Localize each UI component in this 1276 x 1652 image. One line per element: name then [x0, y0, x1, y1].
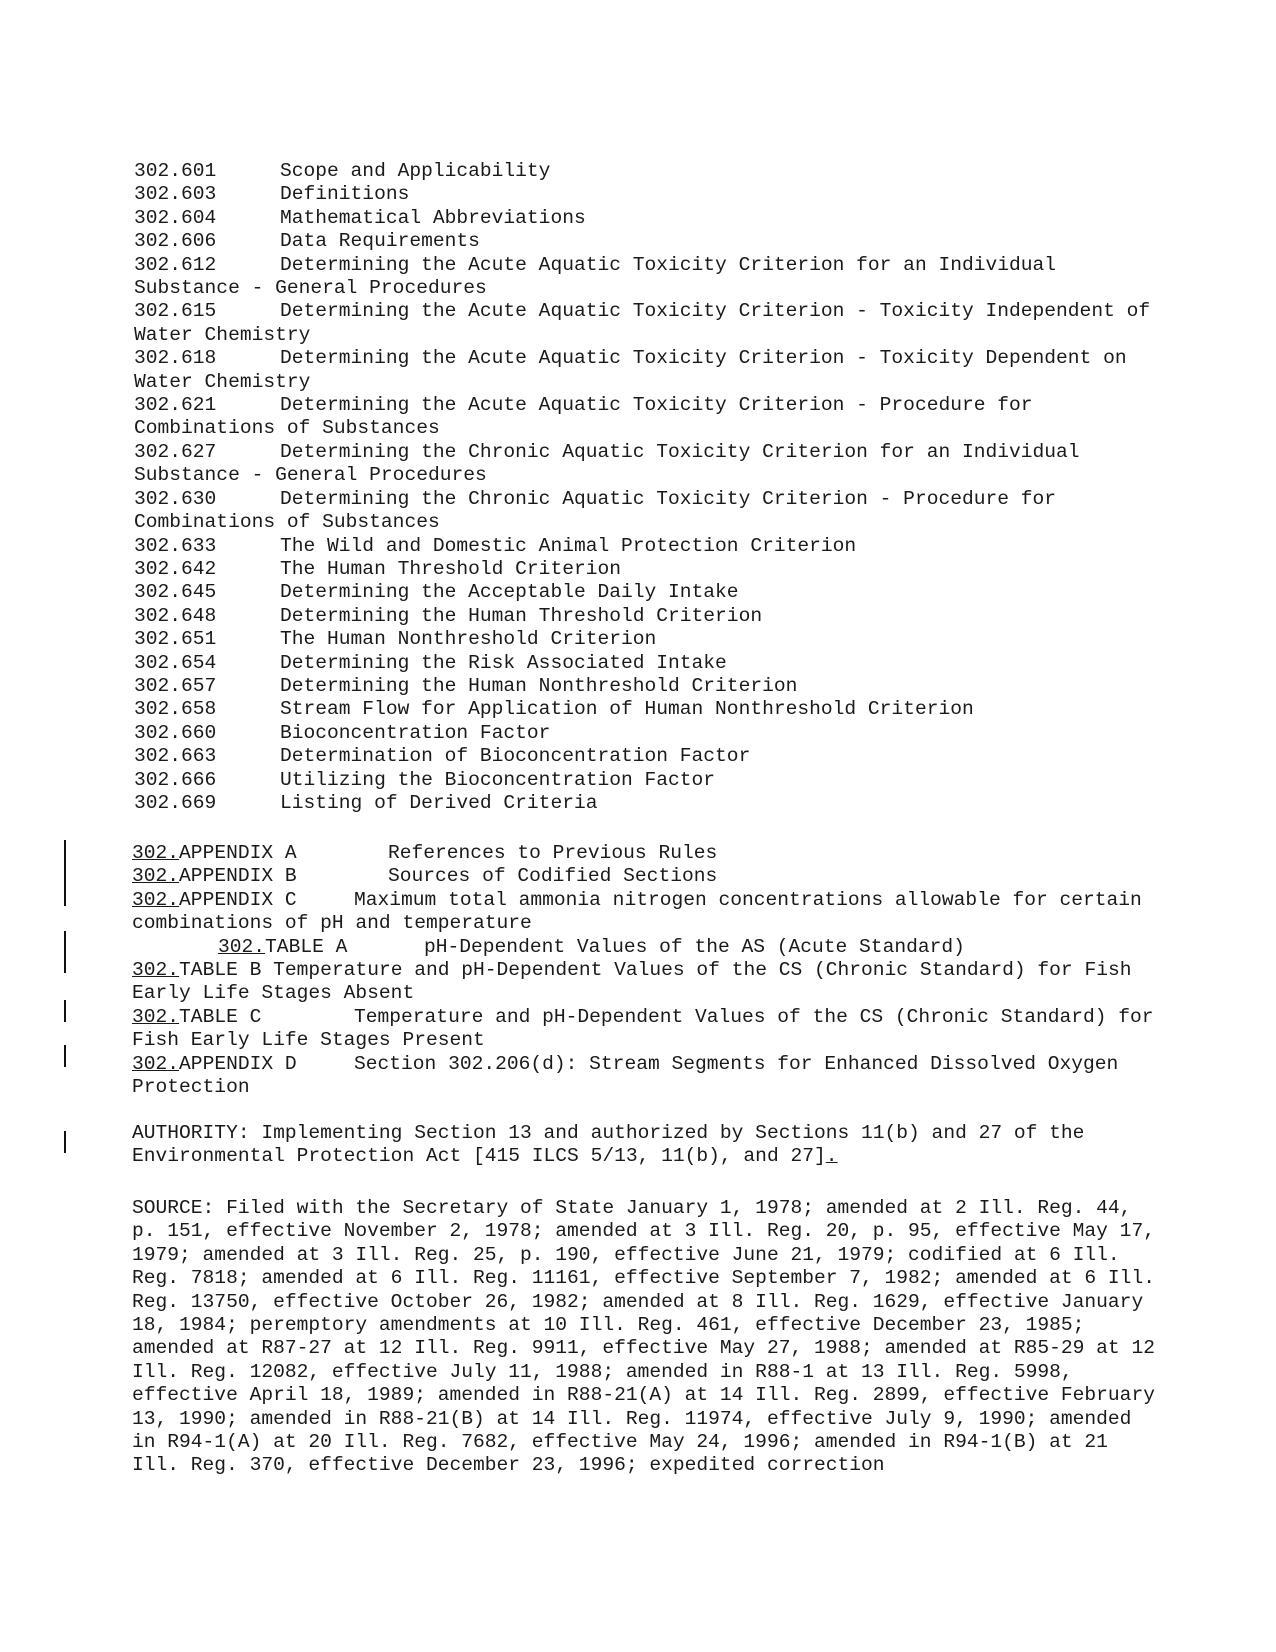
table-a-entry [132, 936, 1162, 959]
change-bar [64, 1045, 66, 1067]
section-entry [134, 160, 1154, 183]
appendix-prefix: 302. [132, 1005, 180, 1028]
authority-text: AUTHORITY: Implementing Section 13 and authorized by Sections 11(b) and 27 of the Environmental Protection Act [415 ILCS 5/13, 11(b), and 27] [132, 1122, 1085, 1168]
table-b-entry [132, 959, 1162, 1006]
change-bar [64, 1000, 66, 1022]
section-number: 302.651 [134, 628, 217, 651]
section-entry [134, 558, 1154, 581]
appendix-label: APPENDIX C [179, 888, 297, 911]
table-title: pH-Dependent Values of the AS (Acute Standard) [424, 935, 965, 958]
section-title: Determining the Acceptable Daily Intake [280, 581, 739, 604]
section-number: 302.648 [134, 604, 217, 627]
appendix-prefix: 302. [132, 1052, 180, 1075]
section-title: Determining the Human Threshold Criterion [280, 604, 763, 627]
section-title: Determining the Acute Aquatic Toxicity Criterion for an Individual Substance - General Procedures [134, 253, 1057, 300]
appendix-label: APPENDIX A [179, 842, 297, 864]
section-title: The Wild and Domestic Animal Protection Criterion [280, 534, 857, 557]
change-bar [64, 840, 66, 906]
section-entry [134, 745, 1154, 768]
section-entry [134, 628, 1154, 651]
table-title: Temperature and pH-Dependent Values of the CS (Chronic Standard) for Fish Early Life Stages Absent [132, 959, 1132, 1005]
change-bar [64, 931, 66, 973]
section-title: Mathematical Abbreviations [280, 206, 586, 229]
table-c-entry [132, 1006, 1162, 1053]
appendix-label: APPENDIX B [179, 865, 297, 888]
section-title: Determining the Chronic Aquatic Toxicity Criterion - Procedure for Combinations of Substances [134, 487, 1057, 534]
appendix-prefix: 302. [132, 842, 180, 864]
section-number: 302.645 [134, 581, 217, 604]
section-entry [134, 769, 1154, 792]
source-note: SOURCE: Filed with the Secretary of State January 1, 1978; amended at 2 Ill. Reg. 44, p. 151, effective November 2, 1978; amended at 3 Ill. Reg. 20, p. 95, effective May 17, 1979; amended at 3 Ill. Reg. 25, p. 190, effective June 21, 1979; codified at 6 Ill. Reg. 7818; amended at 6 Ill. Reg. 11161, effective September 7, 1982; amended at 6 Ill. Reg. 13750, effective October 26, 1982; amended at 8 Ill. Reg. 1629, effective January 18, 1984; peremptory amendments at 10 Ill. Reg. 461, effective December 23, 1985; amended at R87-27 at 12 Ill. Reg. 9911, effective May 27, 1988; amended at R85-29 at 12 Ill. Reg. 12082, effective July 11, 1988; amended in R88-1 at 13 Ill. Reg. 5998, effective April 18, 1989; amended in R88-21(A) at 14 Ill. Reg. 2899, effective February 13, 1990; amended in R88-21(B) at 14 Ill. Reg. 11974, effective July 9, 1990; amended in R94-1(A) at 20 Ill. Reg. 7682, effective May 24, 1996; amended in R94-1(B) at 21 Ill. Reg. 370, effective December 23, 1996; expedited correction [132, 1197, 1155, 1477]
section-title: The Human Nonthreshold Criterion [280, 628, 657, 651]
section-number: 302.615 [134, 300, 217, 323]
section-title: Listing of Derived Criteria [280, 791, 598, 814]
section-title: Scope and Applicability [280, 160, 551, 182]
section-title: Determining the Acute Aquatic Toxicity Criterion - Procedure for Combinations of Substances [134, 394, 1033, 440]
section-entry [134, 605, 1154, 628]
table-label: TABLE C [179, 1005, 262, 1028]
section-title: Determining the Acute Aquatic Toxicity Criterion - Toxicity Independent of Water Chemistry [134, 300, 1151, 346]
table-label: TABLE B [179, 959, 262, 982]
appendix-title: References to Previous Rules [388, 842, 718, 864]
section-entry [134, 698, 1154, 721]
section-number: 302.627 [134, 440, 217, 463]
appendix-c-entry [132, 889, 1162, 936]
section-entry [134, 230, 1154, 253]
change-bar [64, 1131, 66, 1153]
section-number: 302.633 [134, 534, 217, 557]
section-title: The Human Threshold Criterion [280, 557, 621, 580]
section-entry [134, 441, 1154, 488]
section-entry [134, 722, 1154, 745]
appendix-title: Section 302.206(d): Stream Segments for Enhanced Dissolved Oxygen Protection [132, 1052, 1119, 1099]
section-number: 302.666 [134, 768, 217, 791]
section-number: 302.669 [134, 791, 217, 814]
section-title: Determining the Human Nonthreshold Criterion [280, 674, 798, 697]
appendix-list [132, 842, 1162, 1099]
section-entry [134, 535, 1154, 558]
section-number: 302.603 [134, 183, 217, 206]
section-entry [134, 300, 1154, 347]
section-number: 302.601 [134, 160, 217, 182]
section-number: 302.657 [134, 674, 217, 697]
section-entry [134, 183, 1154, 206]
appendix-b-entry [132, 865, 1162, 888]
appendix-d-entry [132, 1053, 1162, 1100]
section-entry [134, 254, 1154, 301]
appendix-label: APPENDIX D [179, 1052, 297, 1075]
appendix-prefix: 302. [218, 935, 266, 958]
section-entry [134, 488, 1154, 535]
section-number: 302.658 [134, 698, 217, 721]
section-number: 302.654 [134, 651, 217, 674]
section-number: 302.663 [134, 745, 217, 768]
authority-mark: . [825, 1145, 838, 1168]
section-number: 302.606 [134, 230, 217, 253]
section-entry [134, 652, 1154, 675]
section-title: Data Requirements [280, 230, 480, 253]
section-title: Determining the Acute Aquatic Toxicity Criterion - Toxicity Dependent on Water Chemistry [134, 347, 1127, 393]
section-entry [134, 792, 1154, 815]
section-title: Stream Flow for Application of Human Nonthreshold Criterion [280, 698, 974, 721]
section-number: 302.660 [134, 721, 217, 744]
section-title: Bioconcentration Factor [280, 721, 551, 744]
section-entry [134, 581, 1154, 604]
section-title: Definitions [280, 183, 410, 206]
section-entry [134, 675, 1154, 698]
section-number: 302.618 [134, 347, 217, 370]
section-number: 302.642 [134, 557, 217, 580]
section-title: Determining the Chronic Aquatic Toxicity Criterion for an Individual Substance - General Procedures [134, 440, 1080, 487]
section-entry [134, 394, 1154, 441]
section-entry [134, 207, 1154, 230]
appendix-title: Maximum total ammonia nitrogen concentrations allowable for certain combinations of pH and temperature [132, 888, 1142, 935]
appendix-a-entry [132, 842, 1162, 865]
section-title: Determining the Risk Associated Intake [280, 651, 727, 674]
authority-note [132, 1122, 1162, 1169]
section-number: 302.604 [134, 206, 217, 229]
appendix-prefix: 302. [132, 865, 180, 888]
section-number: 302.621 [134, 394, 217, 417]
appendix-prefix: 302. [132, 888, 180, 911]
section-list [134, 160, 1154, 815]
section-entry [134, 347, 1154, 394]
table-title: Temperature and pH-Dependent Values of the CS (Chronic Standard) for Fish Early Life Stages Present [132, 1005, 1154, 1052]
appendix-title: Sources of Codified Sections [388, 865, 718, 888]
section-title: Utilizing the Bioconcentration Factor [280, 768, 716, 791]
section-number: 302.612 [134, 253, 217, 276]
section-number: 302.630 [134, 487, 217, 510]
appendix-prefix: 302. [132, 959, 180, 982]
section-title: Determination of Bioconcentration Factor [280, 745, 751, 768]
table-label: TABLE A [265, 935, 348, 958]
